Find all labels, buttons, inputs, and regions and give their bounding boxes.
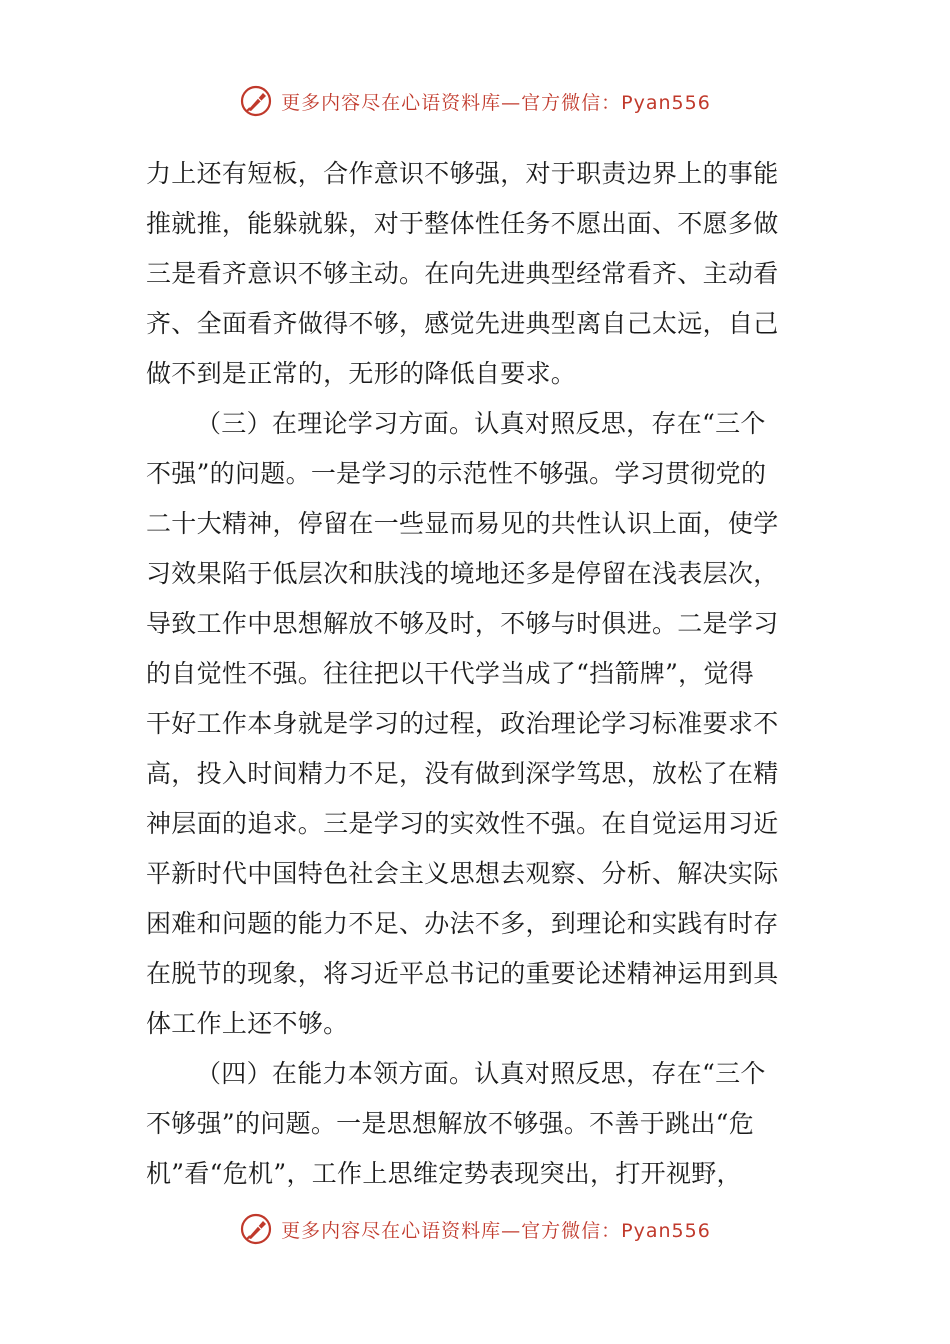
body-line: 干好工作本身就是学习的过程，政治理论学习标准要求不: [146, 709, 779, 738]
body-line: 高，投入时间精力不足，没有做到深学笃思，放松了在精: [146, 759, 779, 788]
body-line: 在脱节的现象，将习近平总书记的重要论述精神运用到具: [146, 959, 779, 988]
document-body: [146, 149, 806, 1199]
body-line: 体工作上还不够。: [146, 1009, 349, 1038]
body-line: 平新时代中国特色社会主义思想去观察、分析、解决实际: [146, 859, 779, 888]
body-line: 困难和问题的能力不足、办法不多，到理论和实践有时存: [146, 909, 779, 938]
section-heading-line: （三）在理论学习方面。认真对照反思，存在“三个: [196, 409, 766, 438]
body-line: 齐、全面看齐做得不够，感觉先进典型离自己太远，自己: [146, 309, 779, 338]
body-line: 推就推，能躲就躲，对于整体性任务不愿出面、不愿多做: [146, 209, 779, 238]
body-line: 力上还有短板，合作意识不够强，对于职责边界上的事能: [146, 159, 779, 188]
header-wechat-id: Pyan556: [621, 91, 711, 114]
body-line: 习效果陷于低层次和肤浅的境地还多是停留在浅表层次，: [146, 559, 779, 588]
body-line: 不够强”的问题。一是思想解放不够强。不善于跳出“危: [146, 1109, 755, 1138]
footer-banner: [0, 1212, 950, 1246]
footer-banner-text: 更多内容尽在心语资料库—官方微信：Pyan556: [281, 1219, 711, 1242]
body-line: 做不到是正常的，无形的降低自要求。: [146, 359, 577, 388]
body-line: 的自觉性不强。往往把以干代学当成了“挡箭牌”，觉得: [146, 659, 755, 688]
body-line: 机”看“危机”，工作上思维定势表现突出，打开视野，: [146, 1159, 742, 1188]
body-line: 导致工作中思想解放不够及时，不够与时俱进。二是学习: [146, 609, 779, 638]
quill-logo-icon: [239, 84, 273, 118]
body-line: 不强”的问题。一是学习的示范性不够强。学习贯彻党的: [146, 459, 767, 488]
section-heading-line: （四）在能力本领方面。认真对照反思，存在“三个: [196, 1059, 766, 1088]
body-line: 神层面的追求。三是学习的实效性不强。在自觉运用习近: [146, 809, 779, 838]
body-line: 三是看齐意识不够主动。在向先进典型经常看齐、主动看: [146, 259, 779, 288]
footer-wechat-id: Pyan556: [621, 1219, 711, 1242]
body-line: 二十大精神，停留在一些显而易见的共性认识上面，使学: [146, 509, 779, 538]
quill-logo-icon: [239, 1212, 273, 1246]
header-banner: [0, 84, 950, 118]
header-banner-text: 更多内容尽在心语资料库—官方微信：Pyan556: [281, 91, 711, 114]
